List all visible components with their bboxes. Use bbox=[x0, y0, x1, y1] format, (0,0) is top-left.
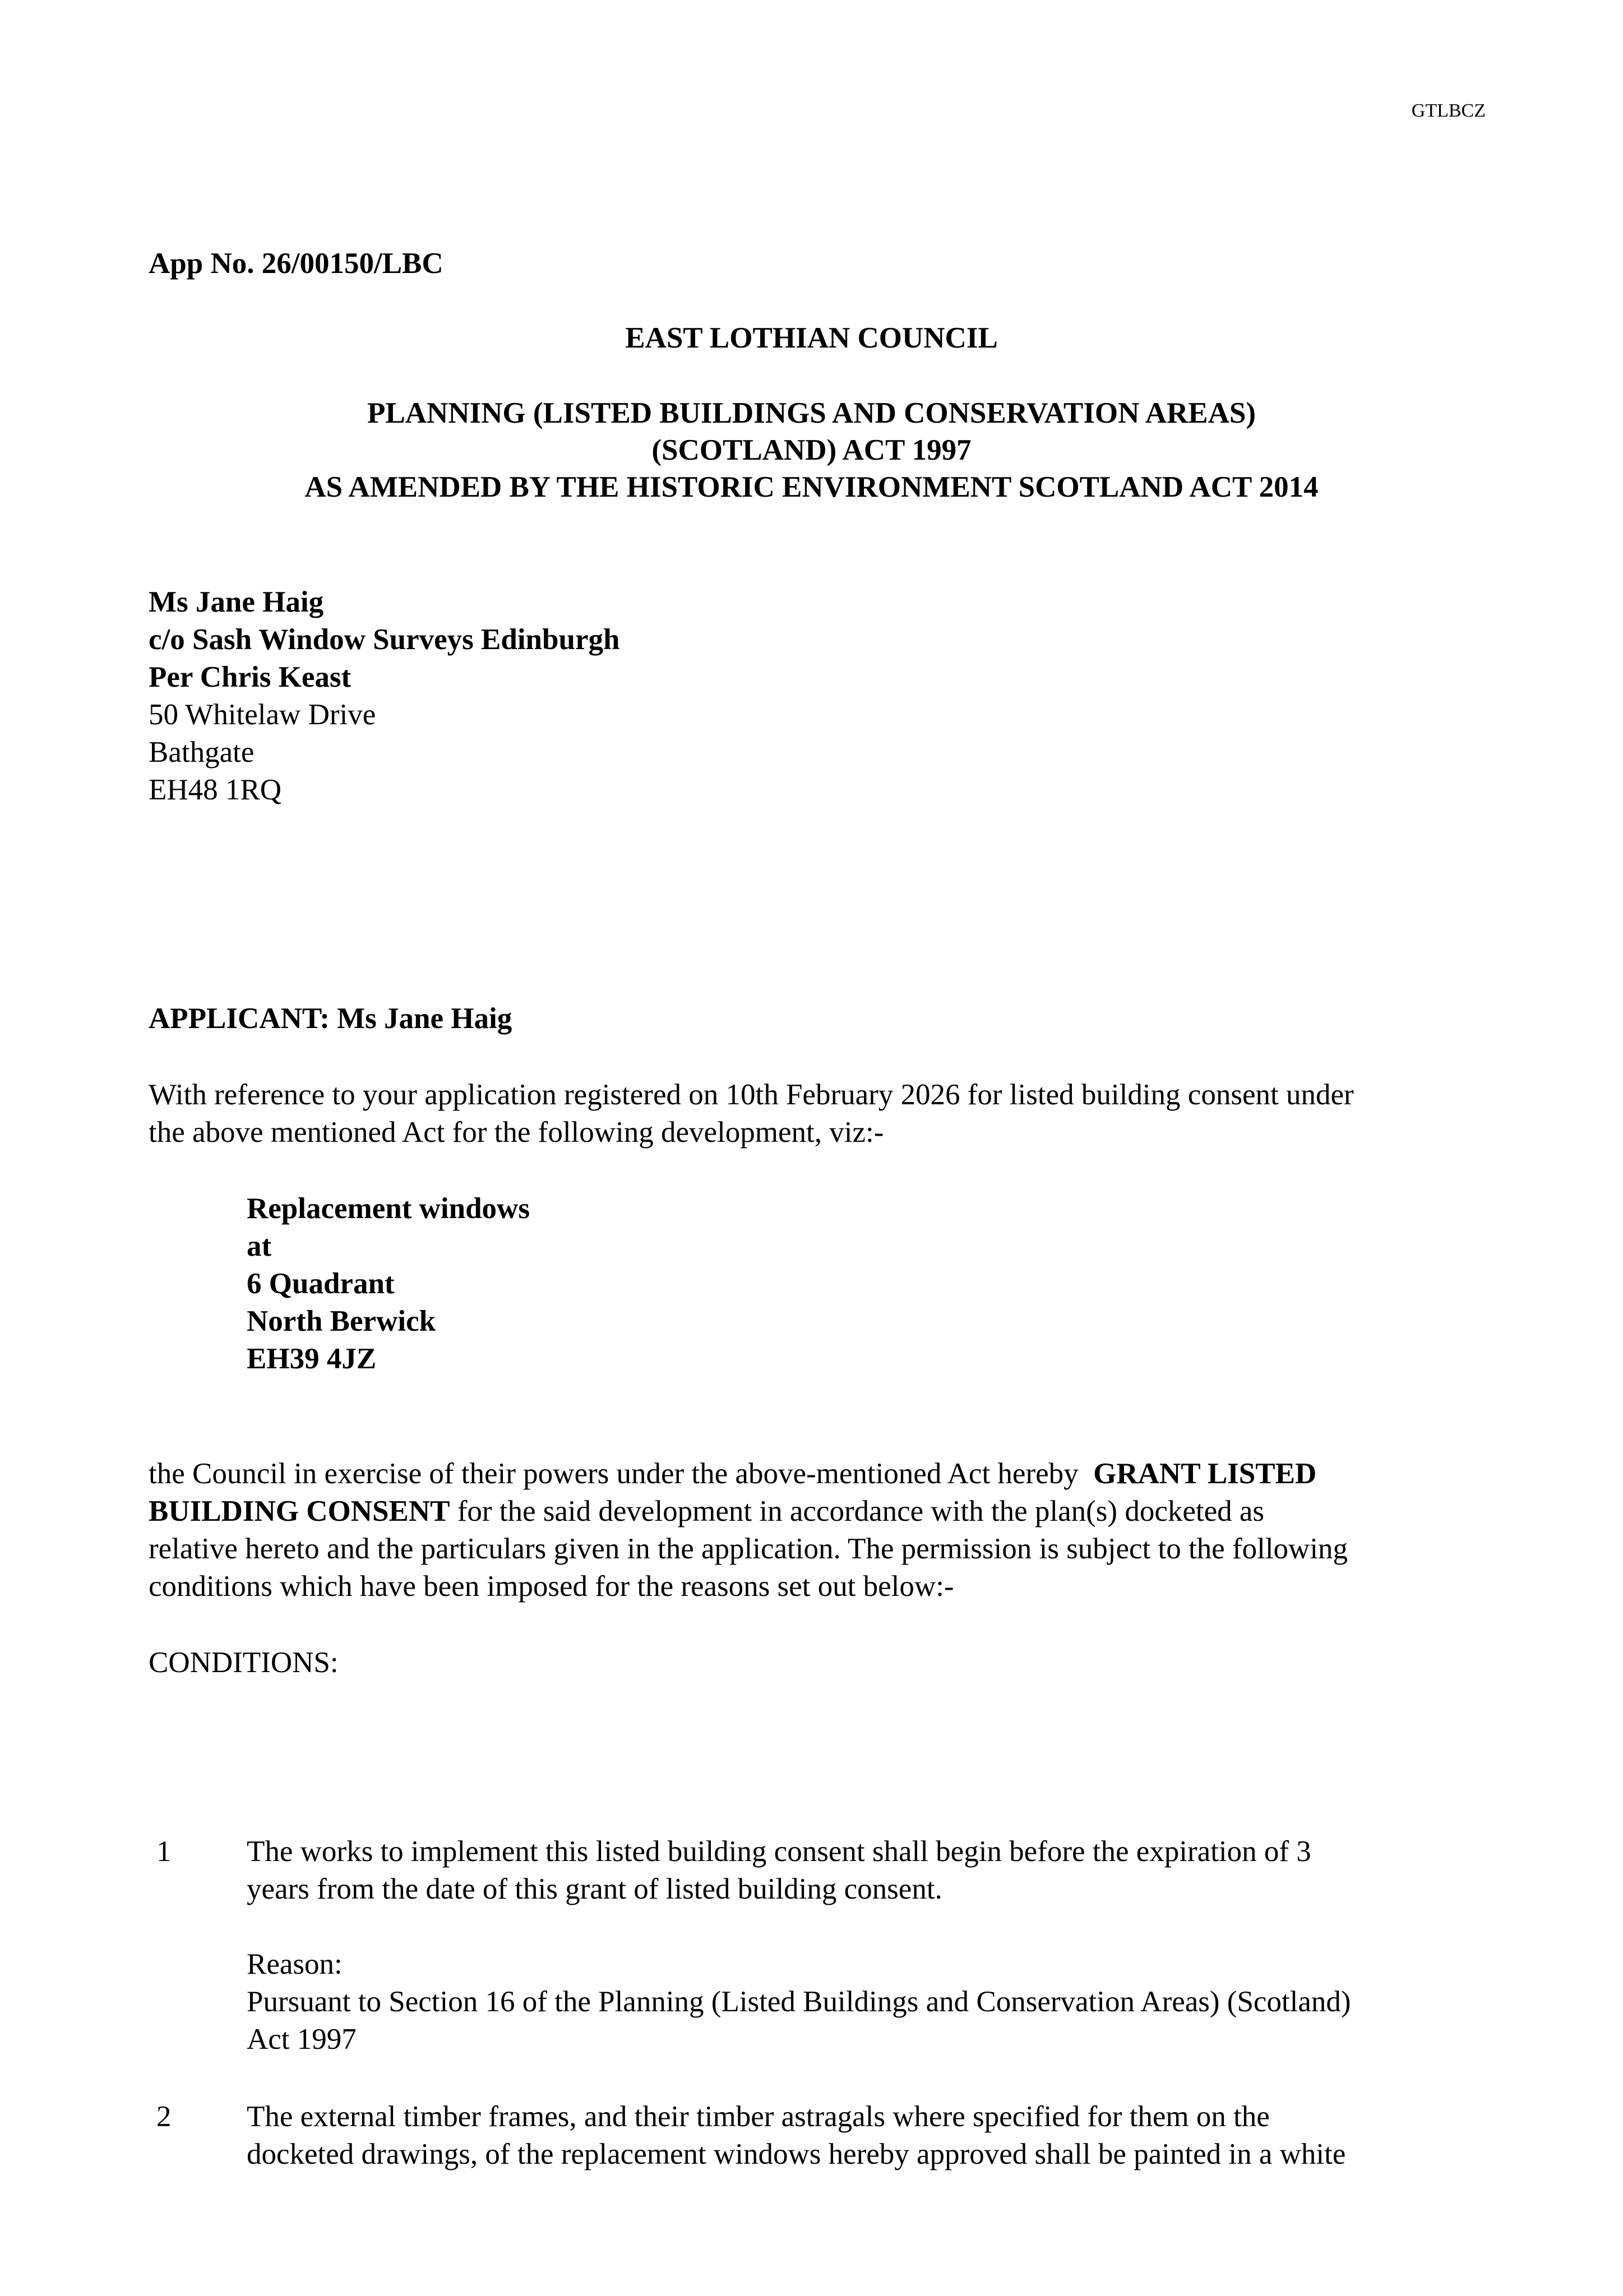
condition-reason-line: Act 1997 bbox=[247, 2023, 357, 2056]
development-postcode: EH39 4JZ bbox=[247, 1343, 377, 1375]
grant-line-1 bbox=[149, 1455, 1483, 1493]
act-title-line-1: PLANNING (LISTED BUILDINGS AND CONSERVATION AREAS) bbox=[367, 397, 1256, 429]
recipient-postcode: EH48 1RQ bbox=[149, 774, 282, 806]
development-description: Replacement windows bbox=[247, 1192, 530, 1225]
reference-code: GTLBCZ bbox=[1411, 100, 1486, 121]
intro-paragraph bbox=[149, 1076, 1483, 1151]
condition-text-line: docketed drawings, of the replacement windows hereby approved shall be painted in a white bbox=[247, 2138, 1346, 2170]
applicant-line: APPLICANT: Ms Jane Haig bbox=[149, 1002, 512, 1035]
intro-line-2: the above mentioned Act for the following development, viz:- bbox=[149, 1116, 884, 1149]
grant-line-2-text: for the said development in accordance with the plan(s) docketed as bbox=[450, 1495, 1265, 1527]
recipient-town: Bathgate bbox=[149, 736, 255, 769]
recipient-per: Per Chris Keast bbox=[149, 661, 352, 693]
grant-paragraph bbox=[149, 1455, 1483, 1605]
recipient-care-of: c/o Sash Window Surveys Edinburgh bbox=[149, 623, 620, 656]
development-details bbox=[247, 1190, 530, 1378]
condition-number: 1 bbox=[156, 1835, 172, 1868]
development-town: North Berwick bbox=[247, 1305, 436, 1337]
grant-listed-bold: GRANT LISTED bbox=[1093, 1457, 1317, 1490]
act-title bbox=[0, 395, 1623, 506]
condition-number: 2 bbox=[156, 2100, 172, 2133]
development-at: at bbox=[247, 1230, 272, 1262]
grant-line-4: conditions which have been imposed for the reasons set out below:- bbox=[149, 1570, 954, 1603]
condition-text-line: The external timber frames, and their timber astragals where specified for them on the bbox=[247, 2100, 1270, 2133]
grant-line-2 bbox=[149, 1493, 1483, 1530]
condition-reason-line: Pursuant to Section 16 of the Planning (Listed Buildings and Conservation Areas) (Scotland) bbox=[247, 1985, 1351, 2018]
recipient-street: 50 Whitelaw Drive bbox=[149, 698, 376, 731]
condition-body bbox=[247, 1833, 1497, 2058]
condition-text-line: years from the date of this grant of listed building consent. bbox=[247, 1873, 942, 1905]
condition-body bbox=[247, 2098, 1497, 2173]
application-number: App No. 26/00150/LBC bbox=[149, 247, 443, 280]
condition-text-line: The works to implement this listed building consent shall begin before the expiration of 3 bbox=[247, 1835, 1311, 1868]
intro-line-1: With reference to your application registered on 10th February 2026 for listed building consent under bbox=[149, 1078, 1354, 1111]
council-name: EAST LOTHIAN COUNCIL bbox=[625, 322, 998, 354]
conditions-heading: CONDITIONS: bbox=[149, 1646, 339, 1679]
recipient-name: Ms Jane Haig bbox=[149, 586, 324, 618]
grant-line-3: relative hereto and the particulars given in the application. The permission is subject to the following bbox=[149, 1533, 1348, 1565]
act-title-line-3: AS AMENDED BY THE HISTORIC ENVIRONMENT SCOTLAND ACT 2014 bbox=[304, 471, 1319, 503]
condition-reason-label: Reason: bbox=[247, 1948, 343, 1980]
development-street: 6 Quadrant bbox=[247, 1267, 395, 1300]
building-consent-bold: BUILDING CONSENT bbox=[149, 1495, 450, 1527]
act-title-line-2: (SCOTLAND) ACT 1997 bbox=[651, 434, 972, 466]
grant-line-1-text: the Council in exercise of their powers under the above-mentioned Act hereby bbox=[149, 1457, 1094, 1490]
recipient-address bbox=[149, 584, 619, 809]
